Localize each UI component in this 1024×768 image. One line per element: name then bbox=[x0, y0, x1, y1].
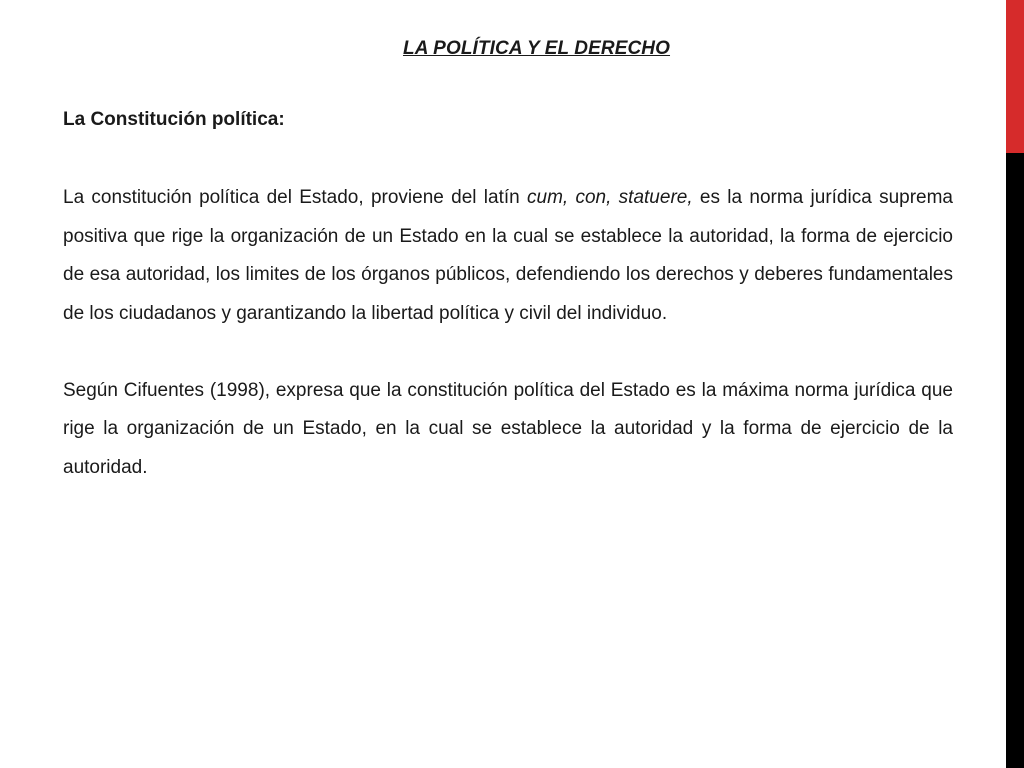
paragraph-definition-text-end: es la norma jurídica suprema positiva que rige la organización de un Estado en la cual se establece la autoridad, la forma de ejercicio de esa autoridad, los limites de los órganos públicos, defendiendo los derechos y deberes fundamentales de los ciudadanos y garantizando la libertad política y civil del individuo. bbox=[63, 187, 953, 324]
paragraph-citation: Según Cifuentes (1998), expresa que la constitución política del Estado es la máxima norma jurídica que rige la organización de un Estado, en la cual se establece la autoridad y la forma de ejercicio de la autoridad. bbox=[63, 379, 953, 478]
paragraph-definition-text-start: La constitución política del Estado, proviene del latín bbox=[63, 187, 527, 208]
decorative-side-bar bbox=[1006, 0, 1024, 768]
slide-title: LA POLÍTICA Y EL DERECHO bbox=[402, 38, 671, 59]
paragraph-definition bbox=[63, 179, 953, 333]
section-heading: La Constitución política: bbox=[63, 109, 285, 130]
side-bar-red-segment bbox=[1006, 0, 1024, 153]
latin-terms: cum, con, statuere, bbox=[527, 187, 693, 208]
side-bar-black-segment bbox=[1006, 153, 1024, 768]
slide-body bbox=[63, 179, 953, 487]
